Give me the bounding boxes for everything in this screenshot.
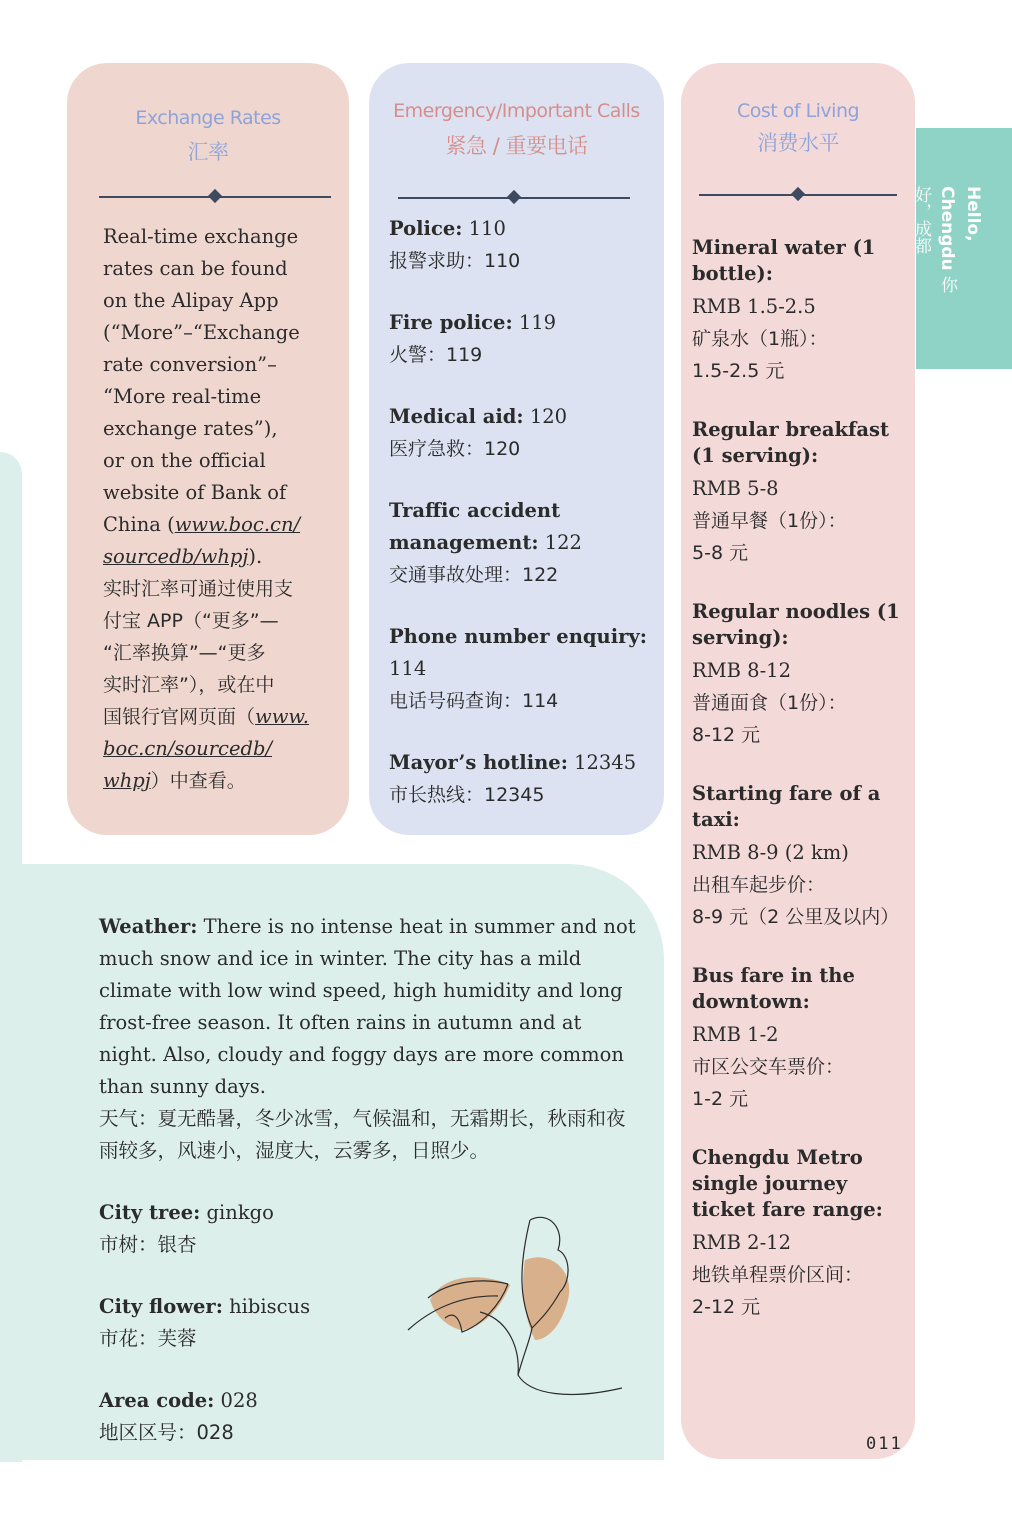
side-tab-text [911,186,986,326]
item-label: Police: [389,217,463,240]
flower-value: hibiscus [222,1295,311,1318]
emergency-title-en: Emergency/Important Calls [393,100,640,122]
page-number: 011 [866,1434,903,1454]
exchange-line: rate conversion”– [103,353,277,376]
item-label: management: [389,531,539,554]
cost-divider [699,194,897,196]
cost-cn-price: 8-9 元（2 公里及以内） [692,906,900,928]
cost-item [692,417,912,569]
chapter-side-tab [911,128,1012,369]
cost-cn: 矿泉水（1瓶）： [692,328,828,350]
weather-cn: 天气：夏无酷暑，冬少冰雪，气候温和，无霜期长，秋雨和夜雨较多，风速小，湿度大，云雾多，日照少。 [99,1107,626,1162]
exchange-cn-line: 实时汇率可通过使用支 [103,578,294,600]
item-cn: 火警：119 [389,344,483,366]
cost-item [692,781,912,933]
emergency-item-fire [389,307,654,371]
exchange-line: Real-time exchange [103,225,299,248]
cost-cn-price: 1-2 元 [692,1088,749,1110]
cost-price: RMB 1.5-2.5 [692,295,816,318]
cost-title-cn: 消费水平 [757,131,839,155]
item-label: Phone number enquiry: [389,625,647,648]
boc-link[interactable]: www.boc.cn/ [174,513,301,536]
area-code-cn: 地区区号：028 [99,1421,234,1444]
cost-cn: 市区公交车票价： [692,1056,845,1078]
item-value: 122 [538,531,582,554]
boc-link-cn-part2[interactable]: boc.cn/sourcedb/ [103,737,273,760]
emergency-item-medical [389,401,654,465]
exchange-line [103,541,343,573]
side-tab-cn: 你好，成都 [911,186,957,294]
item-value: 119 [512,311,557,334]
exchange-divider [99,196,331,198]
tree-label: City tree: [99,1201,201,1224]
cost-label: Regular noodles (1 serving): [692,600,900,649]
exchange-rates-card [67,63,349,835]
exchange-line: or on the official [103,449,266,472]
cost-price: RMB 2-12 [692,1231,791,1254]
city-flower-cn: 市花：芙蓉 [99,1327,197,1350]
cost-item [692,599,912,751]
emergency-calls-card [369,63,664,835]
cost-price: RMB 8-9 (2 km) [692,841,849,864]
cost-item [692,1145,912,1323]
weather-paragraph [99,911,644,1103]
cost-item [692,963,912,1115]
emergency-item-phone [389,621,654,717]
item-label: Fire police: [389,311,513,334]
cn-suffix: ）中查看。 [150,770,246,792]
item-label: Medical aid: [389,405,524,428]
exchange-cn-line: 实时汇率”），或在中 [103,674,275,696]
exchange-line: rates can be found [103,257,288,280]
item-value: 110 [462,217,506,240]
exchange-cn-line [103,765,343,797]
item-label: Traffic accident [389,499,561,522]
cost-cn-price: 8-12 元 [692,724,761,746]
area-label: Area code: [99,1389,215,1412]
item-value: 12345 [567,751,637,774]
item-cn: 电话号码查询：114 [389,690,559,712]
side-tab-en: Hello, Chengdu [937,186,983,271]
emergency-divider [398,197,630,199]
cost-label: Chengdu Metro single journey ticket fare range: [692,1146,883,1221]
exchange-cn-line: 付宝 APP（“更多”— [103,610,279,632]
area-value: 028 [214,1389,258,1412]
weather-label: Weather: [99,915,198,938]
exchange-line: on the Alipay App [103,289,279,312]
exchange-line: “More real-time [103,385,262,408]
cost-cn-price: 5-8 元 [692,542,749,564]
emergency-item-police [389,213,654,277]
cost-list [692,235,912,1353]
cost-label: Mineral water (1 bottle): [692,236,876,285]
item-value: 120 [523,405,568,428]
exchange-line: (“More”–“Exchange [103,321,300,344]
cost-price: RMB 5-8 [692,477,779,500]
emergency-title-cn: 紧急 / 重要电话 [445,134,588,158]
cost-of-living-card [681,63,915,1459]
cost-cn-price: 1.5-2.5 元 [692,360,785,382]
exchange-line: website of Bank of [103,481,287,504]
cost-price: RMB 8-12 [692,659,791,682]
cost-cn: 出租车起步价： [692,874,826,896]
emergency-item-traffic [389,495,654,591]
item-label: Mayor’s hotline: [389,751,568,774]
cn-bank-prefix: 国银行官网页面（ [103,706,256,728]
exchange-cn-line: “汇率换算”—“更多 [103,642,266,664]
cost-cn-price: 2-12 元 [692,1296,761,1318]
weather-text: There is no intense heat in summer and not much snow and ice in winter. The city has a mild climate with low wind speed, high humidity and long frost-free season. It often rains in autumn and at night. Also, cloudy and foggy days are more common than sunny days. [99,915,636,1098]
exchange-line [103,509,343,541]
exchange-cn-line [103,733,343,765]
exchange-cn-line [103,701,343,733]
item-cn: 医疗急救：120 [389,438,521,460]
mint-background-strip [0,452,22,1462]
city-tree-cn: 市树：银杏 [99,1233,197,1256]
exchange-title-en: Exchange Rates [135,107,281,129]
link-suffix: ). [248,545,263,568]
boc-link-part2[interactable]: sourcedb/whpj [103,545,249,568]
cost-label: Bus fare in the downtown: [692,964,855,1013]
boc-link-cn[interactable]: www. [255,705,309,728]
boc-link-cn-part3[interactable]: whpj [103,769,151,792]
cost-item [692,235,912,387]
item-cn: 交通事故处理：122 [389,564,559,586]
cost-cn: 地铁单程票价区间： [692,1264,864,1286]
emergency-item-mayor [389,747,654,811]
exchange-title-cn: 汇率 [187,140,229,164]
item-value: 114 [389,657,427,680]
cost-cn: 普通早餐（1份）： [692,510,847,532]
cost-price: RMB 1-2 [692,1023,779,1046]
cost-label: Regular breakfast (1 serving): [692,418,889,467]
flower-label: City flower: [99,1295,223,1318]
exchange-body [103,221,343,797]
china-prefix: China ( [103,513,175,536]
item-cn: 报警求助：110 [389,250,521,272]
exchange-line: exchange rates”), [103,417,278,440]
tree-value: ginkgo [200,1201,274,1224]
cost-label: Starting fare of a taxi: [692,782,881,831]
cost-cn: 普通面食（1份）： [692,692,847,714]
cost-title-en: Cost of Living [736,100,860,122]
item-cn: 市长热线：12345 [389,784,545,806]
ginkgo-leaf-illustration [400,1200,630,1410]
emergency-list [389,213,654,841]
